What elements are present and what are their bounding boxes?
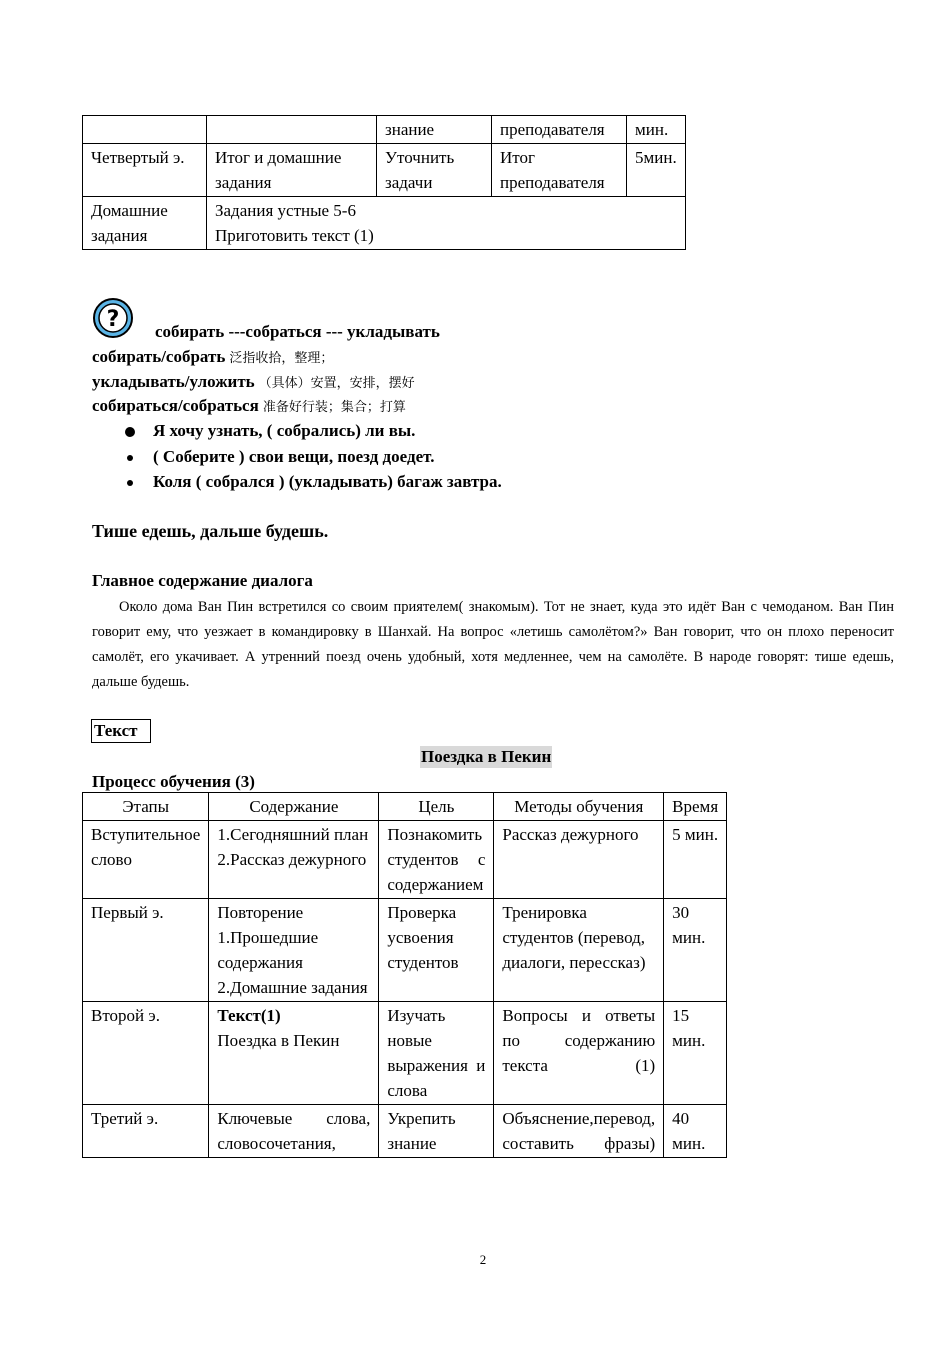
definition-gloss: 泛指收拾，整理； — [229, 351, 334, 366]
example-item — [125, 472, 502, 492]
stage-cell: Второй э. — [83, 1002, 209, 1105]
time-cell: 40 мин. — [664, 1105, 727, 1158]
homework-content: Задания устные 5-6 Приготовить текст (1) — [207, 197, 686, 250]
definition-term: собираться/собраться — [92, 396, 259, 415]
table-cell — [207, 116, 377, 144]
definition-term: собирать/собрать — [92, 347, 226, 366]
text-title: Поездка в Пекин — [421, 747, 552, 766]
table-row — [83, 144, 686, 197]
homework-label: Домашние задания — [83, 197, 207, 250]
vocab-title: собирать ---собраться --- укладывать — [155, 322, 440, 341]
content-cell: Повторение 1.Прошедшие содержания 2.Домашние задания — [209, 899, 379, 1002]
definition-line — [92, 372, 415, 392]
goal-cell: Проверка усвоения студентов — [379, 899, 494, 1002]
table-cell: 5мин. — [627, 144, 686, 197]
goal-cell: Познакомить студентов с содержанием — [379, 821, 494, 899]
stage-cell: Первый э. — [83, 899, 209, 1002]
bullet-icon — [127, 455, 133, 461]
goal-cell: Укрепить знание — [379, 1105, 494, 1158]
method-cell: Рассказ дежурного — [494, 821, 664, 899]
content-cell — [209, 1002, 379, 1105]
table-cell: преподавателя — [492, 116, 627, 144]
example-text: Я хочу узнать, ( собрались) ли вы. — [153, 421, 416, 440]
table-cell: Итог и домашние задания — [207, 144, 377, 197]
column-header: Время — [664, 793, 727, 821]
definition-gloss: （具体）安置，安排，摆好 — [258, 376, 415, 391]
text-label-box: Текст — [91, 719, 151, 743]
table-cell: мин. — [627, 116, 686, 144]
lesson-plan-table-continued — [82, 115, 686, 250]
example-text: ( Соберите ) свои вещи, поезд доедет. — [153, 447, 435, 466]
example-item — [125, 447, 434, 467]
bullet-icon — [125, 427, 135, 437]
table-row — [83, 1002, 727, 1105]
table-row — [83, 1105, 727, 1158]
table-row — [83, 116, 686, 144]
proverb: Тише едешь, дальше будешь. — [92, 521, 329, 541]
column-header: Методы обучения — [494, 793, 664, 821]
stage-cell: Третий э. — [83, 1105, 209, 1158]
column-header: Этапы — [83, 793, 209, 821]
definition-line — [92, 347, 333, 367]
method-cell: Тренировка студентов (перевод, диалоги, перессказ) — [494, 899, 664, 1002]
page-number: 2 — [479, 1252, 487, 1267]
table-cell — [83, 116, 207, 144]
definition-line — [92, 396, 406, 416]
table-row — [83, 197, 686, 250]
table-cell: знание — [377, 116, 492, 144]
method-cell: Объяснение,перевод, составить фразы) — [494, 1105, 664, 1158]
table-cell: Итог преподавателя — [492, 144, 627, 197]
table-cell: Уточнить задачи — [377, 144, 492, 197]
goal-cell: Изучать новые выражения и слова — [379, 1002, 494, 1105]
method-cell: Вопросы и ответы по содержанию текста (1) — [494, 1002, 664, 1105]
column-header: Цель — [379, 793, 494, 821]
table-row — [83, 899, 727, 1002]
content-cell: Ключевые слова, словосочетания, — [209, 1105, 379, 1158]
time-cell: 30 мин. — [664, 899, 727, 1002]
process-table — [82, 792, 727, 1158]
stage-cell: Вступительное слово — [83, 821, 209, 899]
content-cell: 1.Сегодняшний план 2.Рассказ дежурного — [209, 821, 379, 899]
column-header: Содержание — [209, 793, 379, 821]
table-row — [83, 821, 727, 899]
definition-gloss: 准备好行装；集合；打算 — [262, 400, 406, 415]
svg-text:?: ? — [106, 307, 120, 332]
time-cell: 5 мин. — [664, 821, 727, 899]
bullet-icon — [127, 480, 133, 486]
process-heading: Процесс обучения (3) — [92, 772, 255, 791]
summary-heading: Главное содержание диалога — [92, 571, 313, 590]
content-bold: Текст(1) — [217, 1006, 281, 1025]
example-text: Коля ( собрался ) (укладывать) багаж завтра. — [153, 472, 502, 491]
table-header-row — [83, 793, 727, 821]
content-text: Поездка в Пекин — [217, 1031, 340, 1050]
time-cell: 15 мин. — [664, 1002, 727, 1105]
summary-text: Около дома Ван Пин встретился со своим приятелем( знакомым). Тот не знает, куда это идёт Ван с чемоданом. Ван Пин говорит ему, что уезжает в командировку в Шанхай. На вопрос «летишь самолётом?» Ван говорит, что он плохо переносит самолёт, его укачивает. А утренний поезд очень удобный, хотя медленнее, чем на самолёте. В народе говорят: тише едешь, дальше будешь. — [92, 599, 894, 690]
question-circle-icon — [92, 297, 134, 339]
definition-term: укладывать/уложить — [92, 372, 255, 391]
example-item — [125, 421, 415, 441]
table-cell: Четвертый э. — [83, 144, 207, 197]
